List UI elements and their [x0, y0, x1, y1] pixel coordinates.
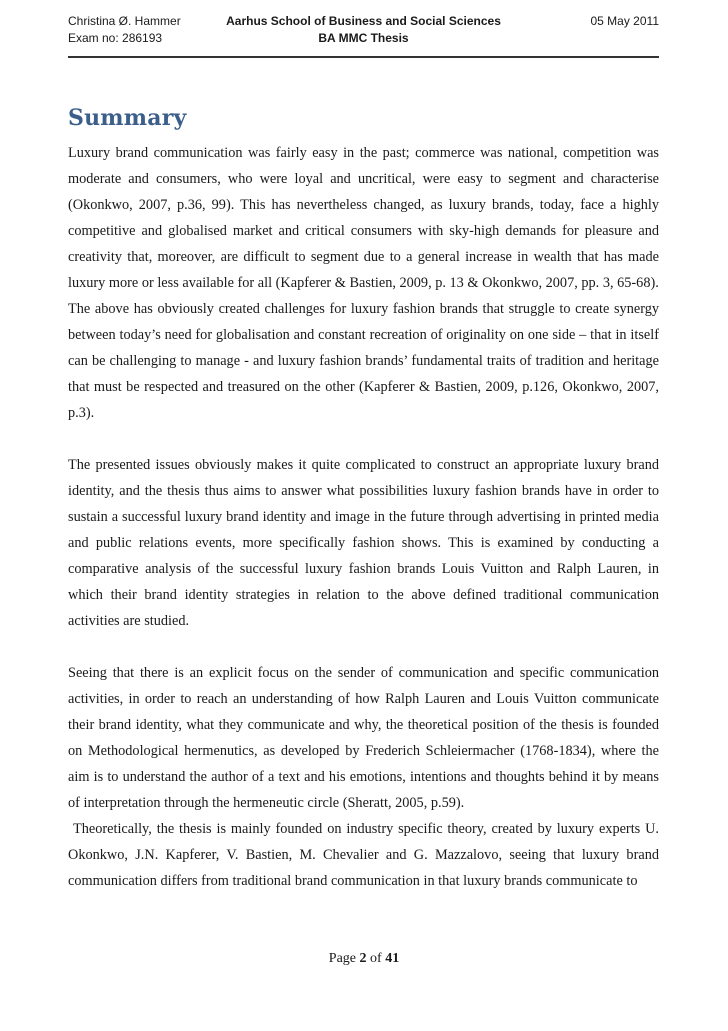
- page-footer: [0, 950, 728, 968]
- header-school: Aarhus School of Business and Social Sciences: [226, 14, 501, 28]
- of-word: of: [370, 951, 382, 966]
- paragraph-3: The presented issues obviously makes it quite complicated to construct an appropriate luxury brand identity, and the thesis thus aims to answer what possibilities luxury fashion brands have in order to sustain a successful luxury brand identity and image in the future through advertising in printed media and public relations events, more specifically fashion shows. This is examined by conducting a comparative analysis of the successful luxury fashion brands Louis Vuitton and Ralph Lauren, in which their brand identity strategies in relation to the above defined traditional communication activities are studied.: [68, 457, 659, 629]
- paragraph-5: Theoretically, the thesis is mainly founded on industry specific theory, created by luxury experts U. Okonkwo, J.N. Kapferer, V. Bastien, M. Chevalier and G. Mazzalovo, seeing that luxury brand communication differs from traditional brand communication in that luxury brands communicate to: [68, 821, 659, 889]
- header-thesis: BA MMC Thesis: [318, 31, 409, 45]
- paragraph-2: The above has obviously created challenges for luxury fashion brands that struggle to create synergy between today’s need for globalisation and constant recreation of originality on one side – that in itself can be challenging to manage - and luxury fashion brands’ fundamental traits of tradition and heritage that must be respected and treasured on the other (Kapferer & Bastien, 2009, p.126, Okonkwo, 2007, p.3).: [68, 301, 659, 421]
- paragraph-1: Luxury brand communication was fairly easy in the past; commerce was national, competition was moderate and consumers, who were loyal and uncritical, were easy to segment and characterise (Okonkwo, 2007, p.36, 99). This has nevertheless changed, as luxury brands, today, face a highly competitive and globalised market and critical consumers with sky-high demands for pleasure and creativity that, moreover, are difficult to segment due to a general increase in wealth that has made luxury more or less available for all (Kapferer & Bastien, 2009, p. 13 & Okonkwo, 2007, pp. 3, 65-68).: [68, 145, 659, 291]
- page-word: Page: [328, 951, 357, 966]
- header-exam-no: Exam no: 286193: [68, 31, 163, 45]
- header-date: 05 May 2011: [590, 14, 659, 28]
- page-current: 2: [359, 951, 367, 966]
- header-row-1: [68, 13, 659, 30]
- header-divider: [68, 56, 659, 58]
- paragraph-4: Seeing that there is an explicit focus on the sender of communication and specific communication activities, in order to reach an understanding of how Ralph Lauren and Louis Vuitton communicate their brand identity, what they communicate and why, the theoretical position of the thesis is founded on Methodological hermenutics, as developed by Frederich Schleiermacher (1768-1834), where the aim is to understand the author of a text and his emotions, intentions and thoughts behind it by means of interpretation through the hermeneutic circle (Sheratt, 2005, p.59).: [68, 665, 659, 811]
- header-author: Christina Ø. Hammer: [68, 14, 181, 28]
- page-total: 41: [385, 951, 400, 966]
- section-title: Summary: [68, 105, 187, 131]
- header-row-2: [68, 30, 659, 47]
- page-header: [68, 13, 659, 59]
- body-text: [68, 140, 659, 894]
